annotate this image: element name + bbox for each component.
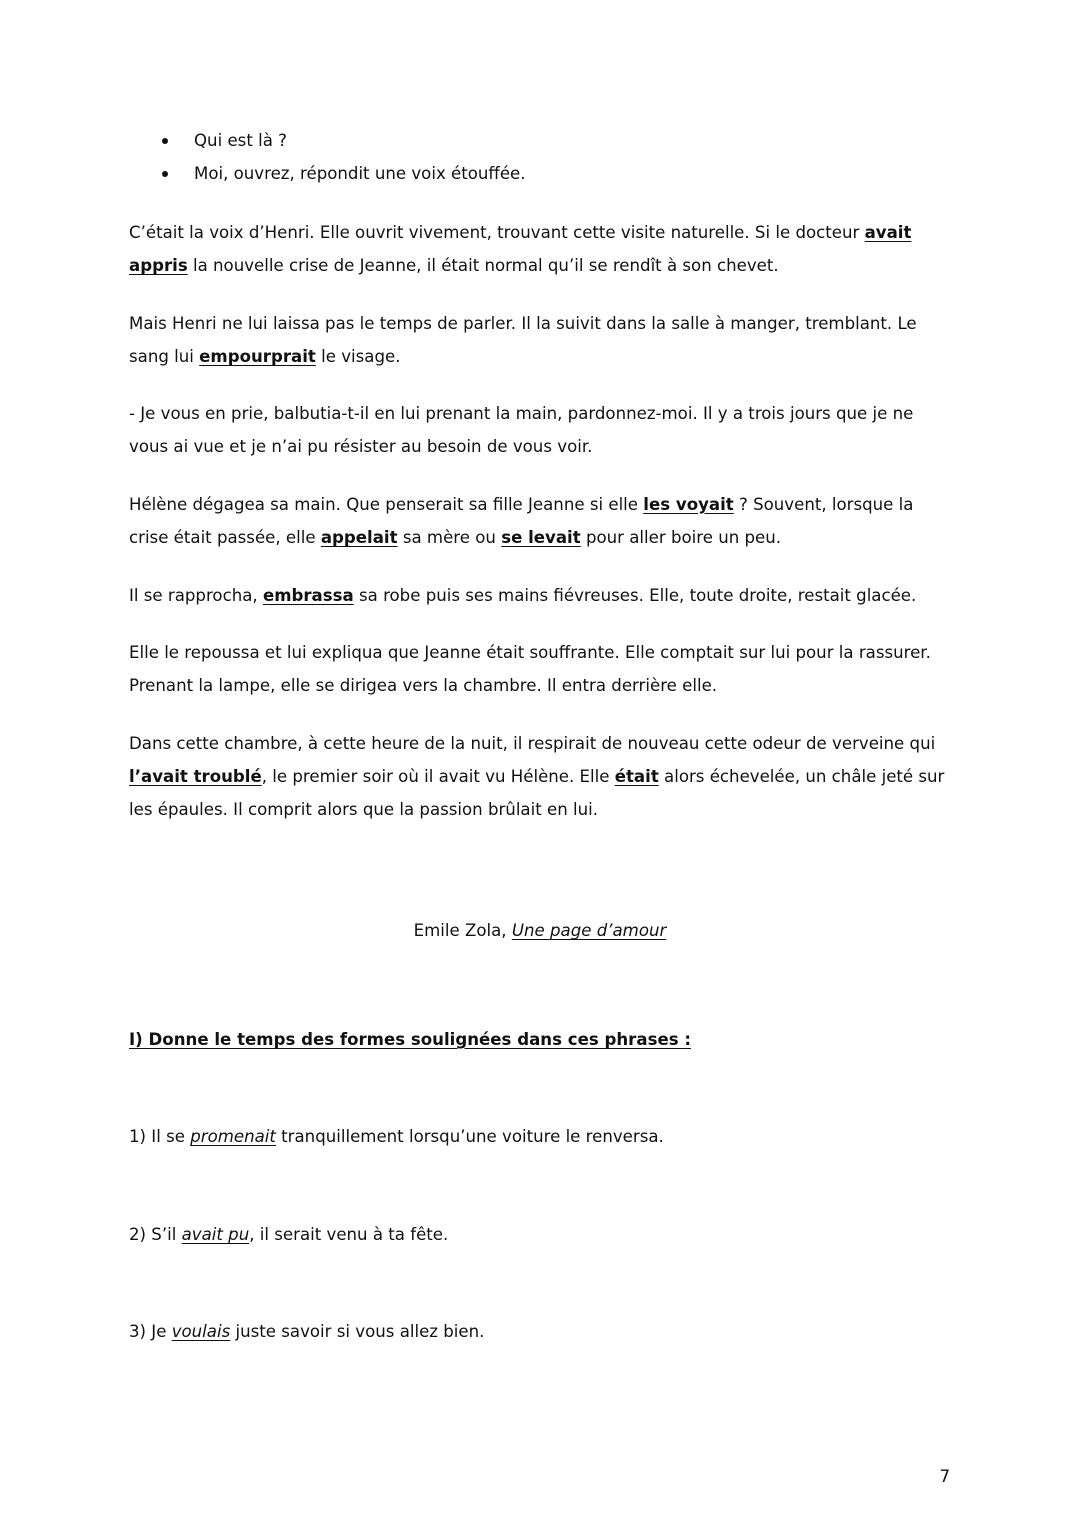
underlined-verb: les voyait [643, 495, 734, 514]
underlined-verb: l’avait troublé [129, 767, 262, 786]
source-attribution: Emile Zola, Une page d’amour [413, 921, 667, 940]
target-verb: promenait [190, 1127, 276, 1146]
underlined-verb: avait appris [129, 223, 912, 275]
dialogue-line: Moi, ouvrez, répondit une voix étouffée. [160, 157, 526, 190]
underlined-verb: empourprait [199, 347, 316, 366]
exercise-item: 1) Il se promenait tranquillement lorsqu’une voiture le renversa. [129, 1127, 664, 1146]
paragraph-5: Il se rapprocha, embrassa sa robe puis ses mains fiévreuses. Elle, toute droite, restait glacée. [129, 586, 917, 605]
paragraph-7: Dans cette chambre, à cette heure de la nuit, il respirait de nouveau cette odeur de verveine qui l’avait troublé, le premier soir où il avait vu Hélène. Elle était alors échevelée, un châle jeté sur les épaules. Il comprit alors que la passion brûlait en lui. [129, 734, 945, 819]
exercise-item: 2) S’il avait pu, il serait venu à ta fête. [129, 1225, 449, 1244]
paragraph-2: Mais Henri ne lui laissa pas le temps de parler. Il la suivit dans la salle à manger, tremblant. Le sang lui empourprait le visage. [129, 314, 917, 366]
page-number: 7 [939, 1467, 950, 1486]
underlined-verb: était [614, 767, 659, 786]
dialogue-list [160, 124, 526, 190]
exercise-heading: I) Donne le temps des formes soulignées dans ces phrases : [129, 1030, 691, 1049]
dialogue-line: Qui est là ? [160, 124, 526, 157]
exercise-item: 3) Je voulais juste savoir si vous allez bien. [129, 1322, 485, 1341]
book-title: Une page d’amour [511, 921, 667, 940]
paragraph-1: C’était la voix d’Henri. Elle ouvrit vivement, trouvant cette visite naturelle. Si le docteur avait appris la nouvelle crise de Jeanne, il était normal qu’il se rendît à son chevet. [129, 223, 912, 275]
underlined-verb: embrassa [262, 586, 354, 605]
paragraph-6: Elle le repoussa et lui expliqua que Jeanne était souffrante. Elle comptait sur lui pour la rassurer. Prenant la lampe, elle se dirigea vers la chambre. Il entra derrière elle. [129, 643, 931, 695]
bullet-icon [162, 138, 168, 144]
paragraph-4: Hélène dégagea sa main. Que penserait sa fille Jeanne si elle les voyait ? Souvent, lorsque la crise était passée, elle appelait sa mère ou se levait pour aller boire un peu. [129, 495, 914, 547]
underlined-verb: se levait [501, 528, 581, 547]
underlined-verb: appelait [320, 528, 398, 547]
bullet-icon [162, 171, 168, 177]
target-verb: avait pu [181, 1225, 250, 1244]
target-verb: voulais [171, 1322, 231, 1341]
paragraph-3: - Je vous en prie, balbutia-t-il en lui prenant la main, pardonnez-moi. Il y a trois jours que je ne vous ai vue et je n’ai pu résister au besoin de vous voir. [129, 404, 914, 456]
